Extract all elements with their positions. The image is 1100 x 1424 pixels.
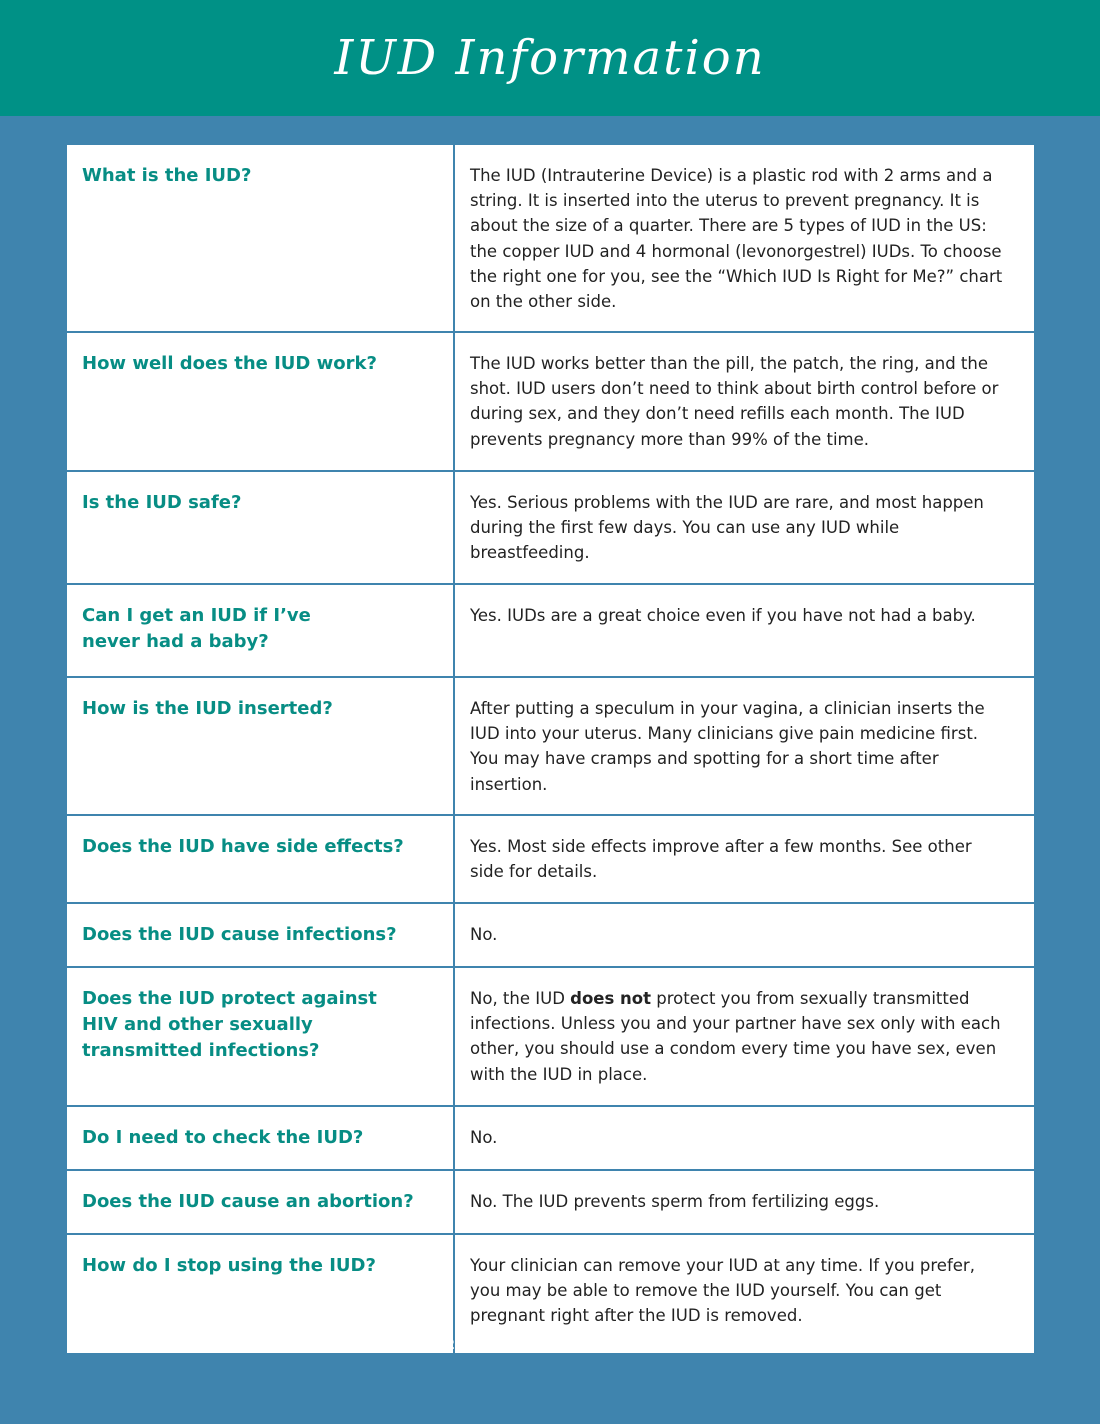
answer-cell [454,967,1035,1106]
table-row [66,144,1035,332]
table-row [66,903,1035,967]
answer-emphasis: does not [570,989,652,1008]
answer-cell: Yes. Serious problems with the IUD are rare, and most happen during the first few days. You can use any IUD while breastfeeding. [454,471,1035,584]
answer-cell: No. The IUD prevents sperm from fertilizing eggs. [454,1170,1035,1234]
table-row [66,1106,1035,1170]
table-row [66,1170,1035,1234]
qa-table [65,143,1036,1355]
answer-cell: No. [454,1106,1035,1170]
question-cell: Is the IUD safe? [66,471,454,584]
table-row [66,471,1035,584]
table-row [66,584,1035,677]
table-row [66,815,1035,903]
table-row [66,332,1035,471]
header-banner [0,0,1100,116]
footer-website-link[interactable]: www.reproductiveaccess.org [811,1337,1032,1353]
question-cell: Can I get an IUD if I’ve never had a baby? [66,584,454,677]
answer-cell: Your clinician can remove your IUD at any time. If you prefer, you may be able to remove the IUD yourself. You can get pregnant right after the IUD is removed. [454,1234,1035,1354]
question-cell: Do I need to check the IUD? [66,1106,454,1170]
answer-text-before: No, the IUD [470,989,571,1008]
question-cell: How do I stop using the IUD? [66,1234,454,1354]
answer-cell: Yes. Most side effects improve after a few months. See other side for details. [454,815,1035,903]
answer-text-after: protect you from sexually transmitted infections. Unless you and your partner have sex only with each other, you should use a condom every time you have sex, even with the IUD in place. [470,989,1001,1084]
answer-cell: The IUD works better than the pill, the patch, the ring, and the shot. IUD users don’t need to think about birth control before or during sex, and they don’t need refills each month. The IUD prevents pregnancy more than 99% of the time. [454,332,1035,471]
question-cell: Does the IUD cause infections? [66,903,454,967]
question-cell: Does the IUD cause an abortion? [66,1170,454,1234]
answer-cell: After putting a speculum in your vagina, a clinician inserts the IUD into your uterus. Many clinicians give pain medicine first. You may have cramps and spotting for a short time after insertion. [454,677,1035,815]
question-cell: Does the IUD have side effects? [66,815,454,903]
footer-organization: Reproductive Health Access Project / October 2022 [66,1337,455,1353]
answer-cell: Yes. IUDs are a great choice even if you have not had a baby. [454,584,1035,677]
answer-cell: No. [454,903,1035,967]
table-row [66,967,1035,1106]
footer [66,1337,1032,1353]
question-cell: How is the IUD inserted? [66,677,454,815]
question-cell: How well does the IUD work? [66,332,454,471]
question-cell: What is the IUD? [66,144,454,332]
page-title: IUD Information [334,30,766,86]
table-row [66,1234,1035,1354]
table-row [66,677,1035,815]
question-cell: Does the IUD protect against HIV and other sexually transmitted infections? [66,967,454,1106]
answer-cell: The IUD (Intrauterine Device) is a plastic rod with 2 arms and a string. It is inserted into the uterus to prevent pregnancy. It is about the size of a quarter. There are 5 types of IUD in the US: the copper IUD and 4 hormonal (levonorgestrel) IUDs. To choose the right one for you, see the “Which IUD Is Right for Me?” chart on the other side. [454,144,1035,332]
